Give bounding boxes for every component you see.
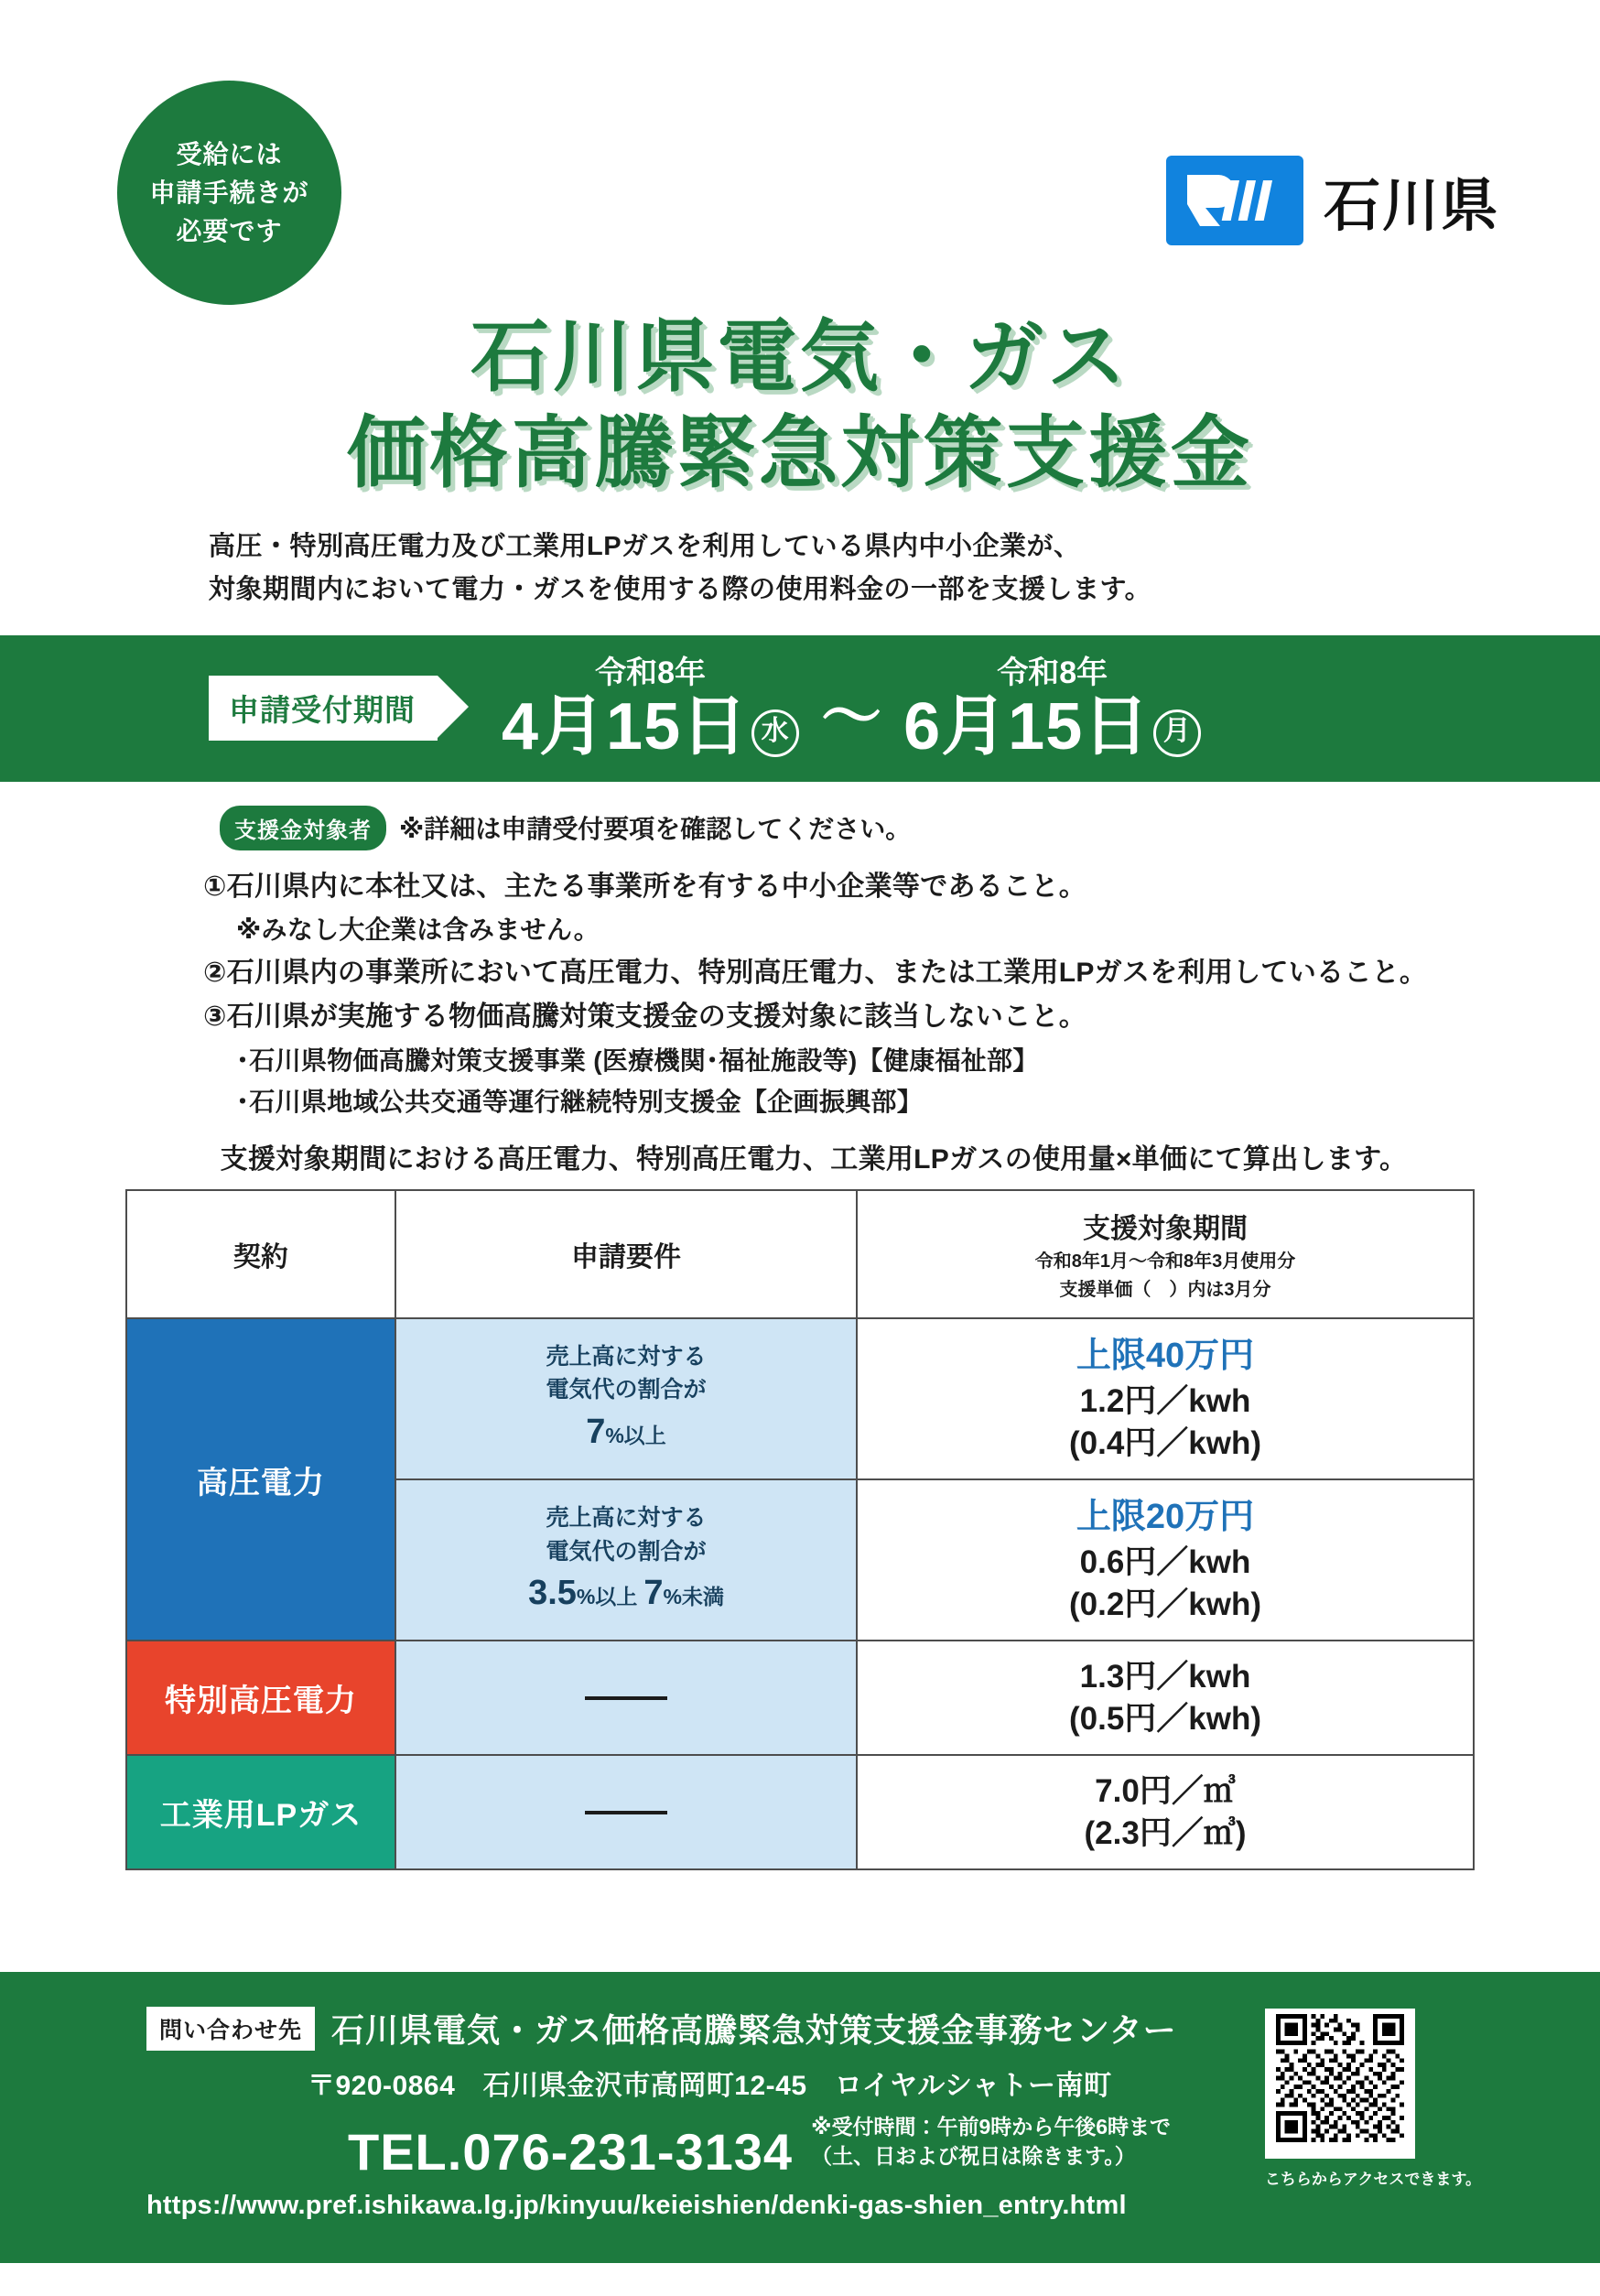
eligibility-header bbox=[220, 806, 1463, 850]
contact-tel-note bbox=[811, 2112, 1171, 2171]
amount-unit: 7.0円／㎥ bbox=[1095, 1773, 1236, 1810]
list-item: ②石川県内の事業所において高圧電力、特別高圧電力、または工業用LPガスを利用していること。 bbox=[203, 957, 1428, 988]
period-end bbox=[903, 655, 1201, 764]
ishikawa-pref-mark-icon bbox=[1166, 156, 1303, 245]
lead-line-2: 対象期間内において電力・ガスを使用する際の使用料金の一部を支援します。 bbox=[209, 574, 1152, 604]
category-high-voltage: 高圧電力 bbox=[126, 1318, 395, 1641]
application-period-dates bbox=[502, 655, 1201, 764]
badge-line-1: 受給には bbox=[176, 139, 283, 168]
prefecture-logo bbox=[1166, 156, 1499, 245]
application-required-badge bbox=[117, 81, 341, 305]
list-item: ①石川県内に本社又は、主たる事業所を有する中小企業等であること。 bbox=[203, 871, 1086, 902]
period-start-date-text: 4月15日 bbox=[502, 689, 749, 764]
amount-unit-march: (2.3円／㎥) bbox=[1084, 1814, 1247, 1851]
application-period-band bbox=[0, 635, 1600, 782]
amount-unit-march: (0.5円／kwh) bbox=[1068, 1700, 1262, 1737]
period-separator: 〜 bbox=[821, 681, 882, 750]
period-start bbox=[502, 655, 799, 764]
contact-url[interactable]: https://www.pref.ishikawa.lg.jp/kinyuu/keieishien/denki-gas-shien_entry.html bbox=[146, 2191, 1127, 2221]
requirement-line-2: 電気代の割合が bbox=[546, 1538, 707, 1565]
header-requirement: 申請要件 bbox=[395, 1190, 857, 1318]
table-row bbox=[126, 1318, 1474, 1479]
amount-cell bbox=[857, 1755, 1474, 1869]
contact-address: 〒920-0864 石川県金沢市高岡町12-45 ロイヤルシャトー南町 bbox=[308, 2071, 1112, 2101]
table-row bbox=[126, 1755, 1474, 1869]
period-end-era: 令和8年 bbox=[997, 655, 1108, 690]
contact-center-name: 石川県電気・ガス価格高騰緊急対策支援金事務センター bbox=[331, 2011, 1177, 2049]
application-period-label: 申請受付期間 bbox=[209, 676, 438, 741]
category-lp-gas: 工業用LPガス bbox=[126, 1755, 395, 1869]
amount-cap: 上限20万円 bbox=[1076, 1498, 1255, 1536]
dash-icon bbox=[585, 1696, 667, 1700]
requirement-value: 7 bbox=[586, 1412, 606, 1451]
header-support-period-sub1: 令和8年1月〜令和8年3月使用分 bbox=[1034, 1251, 1296, 1272]
requirement-line-2: 電気代の割合が bbox=[546, 1377, 707, 1403]
requirement-cell-dash bbox=[395, 1641, 857, 1755]
requirement-cell-dash bbox=[395, 1755, 857, 1869]
table-header-row bbox=[126, 1190, 1474, 1318]
page-title bbox=[0, 309, 1600, 502]
requirement-line-1: 売上高に対する bbox=[546, 1505, 707, 1532]
lead-line-1: 高圧・特別高圧電力及び工業用LPガスを利用している県内中小企業が、 bbox=[209, 531, 1081, 561]
category-extra-high-voltage: 特別高圧電力 bbox=[126, 1641, 395, 1755]
amount-unit-march: (0.4円／kwh) bbox=[1068, 1424, 1262, 1461]
requirement-value: 3.5 bbox=[528, 1573, 577, 1612]
badge-line-2: 申請手続きが bbox=[149, 178, 309, 207]
tel-note-line-1: ※受付時間：午前9時から午後6時まで bbox=[811, 2115, 1172, 2139]
page-title-line-1: 石川県電気・ガス bbox=[470, 313, 1130, 401]
period-start-dow: 水 bbox=[751, 709, 799, 757]
amount-unit: 1.3円／kwh bbox=[1079, 1659, 1251, 1695]
dash-icon bbox=[585, 1811, 667, 1814]
requirement-value-2: 7 bbox=[643, 1573, 664, 1612]
period-start-date bbox=[502, 689, 799, 764]
eligibility-note: ※詳細は申請受付要項を確認してください。 bbox=[399, 815, 912, 844]
requirement-value-suffix: %以上 bbox=[605, 1423, 666, 1447]
page-header bbox=[0, 0, 1600, 302]
amount-cell bbox=[857, 1318, 1474, 1479]
requirement-value-2-suffix: %未満 bbox=[663, 1584, 724, 1608]
period-end-date-text: 6月15日 bbox=[903, 689, 1151, 764]
amount-cap: 上限40万円 bbox=[1076, 1336, 1255, 1375]
tel-note-line-2: （土、日および祝日は除きます。） bbox=[811, 2144, 1136, 2169]
period-end-date bbox=[903, 689, 1201, 764]
page-title-line-2: 価格高騰緊急対策支援金 bbox=[347, 408, 1253, 497]
amount-unit: 1.2円／kwh bbox=[1079, 1383, 1251, 1419]
requirement-value-suffix: %以上 bbox=[576, 1584, 638, 1608]
table-row bbox=[126, 1641, 1474, 1755]
contact-tag: 問い合わせ先 bbox=[146, 2007, 315, 2051]
list-item: ･石川県地域公共交通等運行継続特別支援金【企画振興部】 bbox=[236, 1088, 924, 1117]
qr-code-icon[interactable] bbox=[1265, 2009, 1415, 2159]
eligibility-list bbox=[203, 865, 1463, 1123]
header-support-period-main: 支援対象期間 bbox=[1083, 1213, 1248, 1244]
period-start-era: 令和8年 bbox=[595, 655, 707, 690]
header-support-period bbox=[857, 1190, 1474, 1318]
period-end-dow: 月 bbox=[1153, 709, 1201, 757]
lead-text bbox=[209, 525, 1600, 612]
badge-line-3: 必要です bbox=[176, 216, 283, 245]
list-item: ※みなし大企業は含みません。 bbox=[236, 915, 600, 945]
amount-unit-march: (0.2円／kwh) bbox=[1068, 1586, 1262, 1622]
eligibility-pill: 支援金対象者 bbox=[220, 806, 386, 850]
footer bbox=[0, 1972, 1600, 2263]
requirement-cell bbox=[395, 1479, 857, 1641]
eligibility-section bbox=[0, 806, 1600, 1176]
rate-table bbox=[125, 1189, 1475, 1871]
header-contract: 契約 bbox=[126, 1190, 395, 1318]
amount-cell bbox=[857, 1479, 1474, 1641]
prefecture-name: 石川県 bbox=[1323, 174, 1499, 238]
amount-unit: 0.6円／kwh bbox=[1079, 1544, 1251, 1581]
contact-tel[interactable]: TEL.076-231-3134 bbox=[348, 2123, 794, 2182]
list-item: ③石川県が実施する物価高騰対策支援金の支援対象に該当しないこと。 bbox=[203, 1002, 1086, 1033]
requirement-line-1: 売上高に対する bbox=[546, 1344, 707, 1370]
requirement-cell bbox=[395, 1318, 857, 1479]
list-item: ･石川県物価高騰対策支援事業 (医療機関･福祉施設等)【健康福祉部】 bbox=[236, 1045, 1039, 1075]
amount-cell bbox=[857, 1641, 1474, 1755]
calculation-note: 支援対象期間における高圧電力、特別高圧電力、工業用LPガスの使用量×単価にて算出します。 bbox=[220, 1143, 1408, 1175]
qr-caption: こちらからアクセスできます。 bbox=[1264, 2171, 1481, 2188]
header-support-period-sub2: 支援単価（ ）内は3月分 bbox=[1059, 1279, 1271, 1300]
qr-block bbox=[1265, 2009, 1481, 2189]
